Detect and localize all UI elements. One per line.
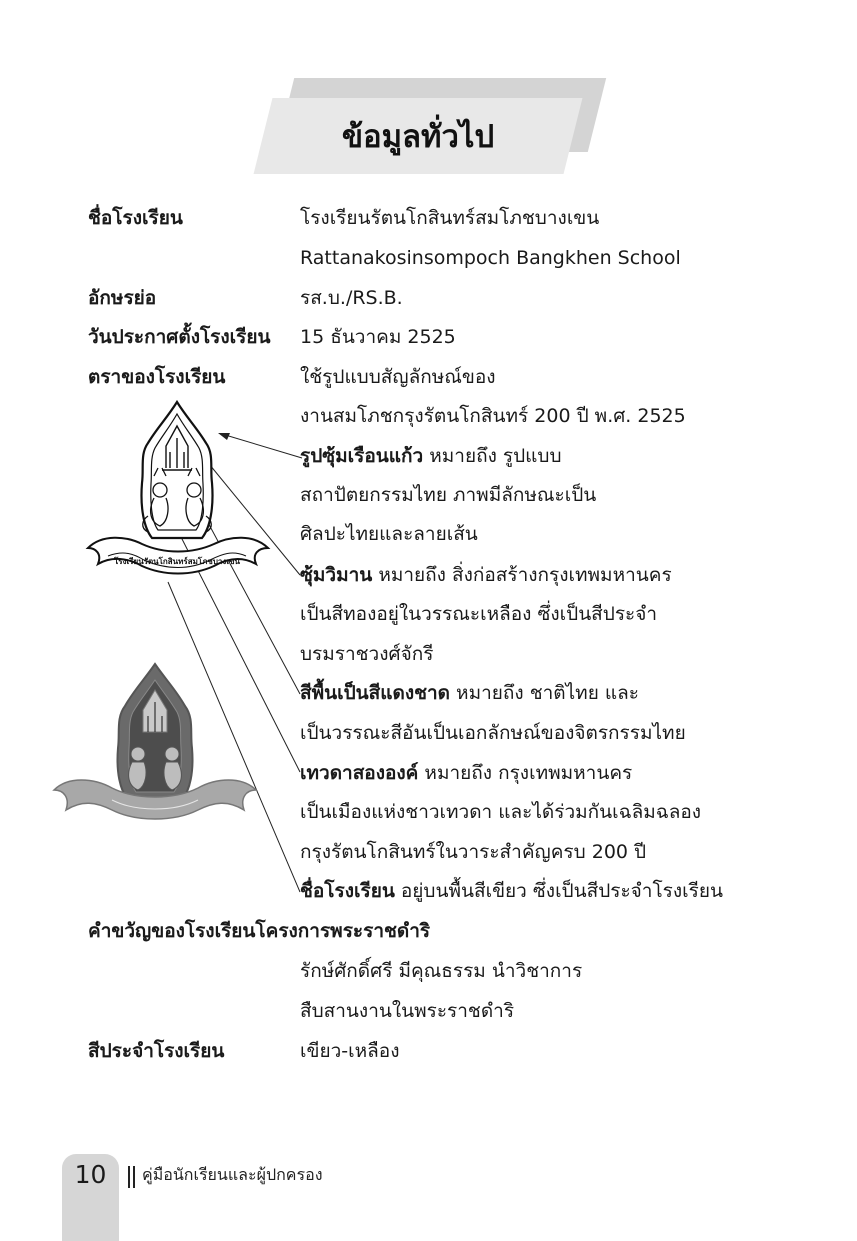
meaning-line: เป็นสีทองอยู่ในวรรณะเหลือง ซึ่งเป็นสีประจำ	[300, 603, 658, 625]
motto-label: คำขวัญของโรงเรียนโครงการพระราชดำริ	[88, 920, 431, 942]
motto-line: สืบสานงานในพระราชดำริ	[300, 1000, 515, 1022]
meaning-desc: หมายถึง กรุงเทพมหานคร	[418, 762, 633, 784]
meaning-desc: อยู่บนพื้นสีเขียว ซึ่งเป็นสีประจำโรงเรียน	[394, 880, 723, 902]
founded-value: 15 ธันวาคม 2525	[300, 326, 456, 348]
meaning-desc: หมายถึง ชาติไทย และ	[450, 682, 639, 704]
meaning-desc: หมายถึง รูปแบบ	[423, 445, 562, 467]
meaning-term: เทวดาสององค์	[300, 762, 419, 784]
school-name-thai: โรงเรียนรัตนโกสินทร์สมโภชบางเขน	[300, 207, 600, 229]
meaning-term: รูปซุ้มเรือนแก้ว	[300, 445, 424, 467]
meaning-line: กรุงรัตนโกสินทร์ในวาระสำคัญครบ 200 ปี	[300, 841, 647, 863]
meaning-desc: หมายถึง สิ่งก่อสร้างกรุงเทพมหานคร	[372, 564, 672, 586]
emblem-banner-text: โรงเรียนรัตนโกสินทร์สมโภชบางเขน	[113, 557, 241, 566]
school-colors-value: เขียว-เหลือง	[300, 1040, 400, 1062]
school-name-label: ชื่อโรงเรียน	[88, 207, 183, 229]
page-title: ข้อมูลทั่วไป	[341, 119, 495, 155]
footer-book-title: คู่มือนักเรียนและผู้ปกครอง	[142, 1165, 323, 1184]
page-number: 10	[74, 1160, 107, 1189]
meaning-term: ชื่อโรงเรียน	[300, 880, 395, 902]
school-colors-label: สีประจำโรงเรียน	[88, 1040, 225, 1062]
emblem-outline-icon	[82, 398, 272, 598]
founded-label: วันประกาศตั้งโรงเรียน	[88, 326, 271, 348]
meaning-term: สีพื้นเป็นสีแดงชาด	[300, 682, 451, 704]
abbreviation-label: อักษรย่อ	[88, 287, 157, 309]
meaning-term: ซุ้มวิมาน	[300, 564, 373, 586]
meaning-line: เป็นวรรณะสีอันเป็นเอกลักษณ์ของจิตรกรรมไทย	[300, 722, 686, 744]
meaning-line: ศิลปะไทยและลายเส้น	[300, 523, 478, 545]
motto-line: รักษ์ศักดิ์ศรี มีคุณธรรม นำวิชาการ	[300, 960, 583, 982]
school-name-english: Rattanakosinsompoch Bangkhen School	[300, 247, 681, 269]
meaning-line: สถาปัตยกรรมไทย ภาพมีลักษณะเป็น	[300, 484, 597, 506]
meaning-line: เป็นเมืองแห่งชาวเทวดา และได้ร่วมกันเฉลิมฉลอง	[300, 801, 702, 823]
footer-separator-icon	[128, 1166, 135, 1188]
emblem-shaded-icon	[50, 660, 260, 845]
abbreviation-value: รส.บ./RS.B.	[300, 287, 403, 309]
meaning-line: บรมราชวงศ์จักรี	[300, 643, 434, 665]
emblem-text-line: งานสมโภชกรุงรัตนโกสินทร์ 200 ปี พ.ศ. 2525	[300, 405, 686, 427]
emblem-label: ตราของโรงเรียน	[88, 366, 226, 388]
emblem-text-line: ใช้รูปแบบสัญลักษณ์ของ	[300, 366, 496, 388]
